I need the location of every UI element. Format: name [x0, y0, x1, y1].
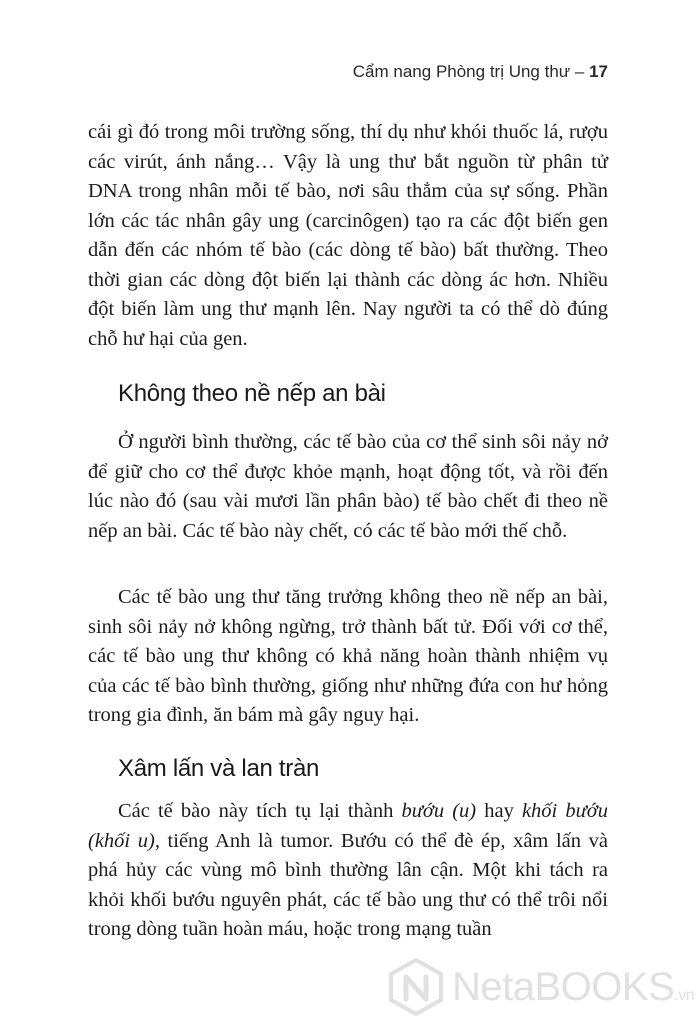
paragraph-tumor	[88, 797, 608, 945]
running-header	[353, 62, 608, 82]
paragraph-tumor-text-c: , tiếng Anh là tumor. Bướu có thể đè ép, xâm lấn và phá hủy các vùng mô bình thường lân cận. Một khi tách ra khỏi khối bướu nguyên phát, các tế bào ung thư có thể trôi nổi trong dòng tuần hoàn máu, hoặc trong mạng tuần	[88, 829, 608, 940]
netabooks-logo-icon	[386, 957, 446, 1017]
paragraph-cancer-cells: Các tế bào ung thư tăng trưởng không theo nề nếp an bài, sinh sôi nảy nở không ngừng, trở thành bất tử. Đối với cơ thể, các tế bào ung thư không có khả năng hoàn thành nhiệm vụ của các tế bào bình thường, giống như những đứa con hư hỏng trong gia đình, ăn bám mà gây nguy hại.	[88, 586, 608, 726]
page-number: 17	[589, 62, 608, 81]
term-buou: bướu (u)	[401, 800, 477, 822]
watermark-text	[452, 965, 694, 1010]
paragraph-tumor-text-b: hay	[476, 800, 522, 822]
watermark-brand: NetaBOOKS	[452, 965, 675, 1009]
watermark	[386, 955, 695, 1019]
watermark-suffix: .vn	[674, 987, 695, 1004]
term-khoi-buou: khối bướu (khối u)	[88, 800, 608, 852]
section-heading-invasion-spread: Xâm lấn và lan tràn	[118, 755, 320, 782]
paragraph-continuation: cái gì đó trong môi trường sống, thí dụ như khói thuốc lá, rượu các virút, ánh nắng… Vậy là ung thư bắt nguồn từ phân tử DNA trong nhân mỗi tế bào, nơi sâu thẳm của sự sống. Phần lớn các tác nhân gây ung (carcinôgen) tạo ra các đột biến gen dẫn đến các nhóm tế bào (các dòng tế bào) bất thường. Theo thời gian các dòng đột biến lại thành các dòng ác hơn. Nhiều đột biến làm ung thư mạnh lên. Nay người ta có thể dò đúng chỗ hư hại của gen.	[88, 121, 608, 350]
header-book-title: Cẩm nang Phòng trị Ung thư –	[352, 62, 590, 81]
paragraph-tumor-text-a: Các tế bào này tích tụ lại thành	[118, 800, 402, 822]
paragraph-normal-cells: Ở người bình thường, các tế bào của cơ thể sinh sôi nảy nở để giữ cho cơ thể được khỏe mạnh, hoạt động tốt, và rồi đến lúc nào đó (sau vài mươi lần phân bào) tế bào chết đi theo nề nếp an bài. Các tế bào này chết, có các tế bào mới thế chỗ.	[88, 431, 608, 542]
section-heading-not-following-order: Không theo nề nếp an bài	[118, 380, 386, 407]
